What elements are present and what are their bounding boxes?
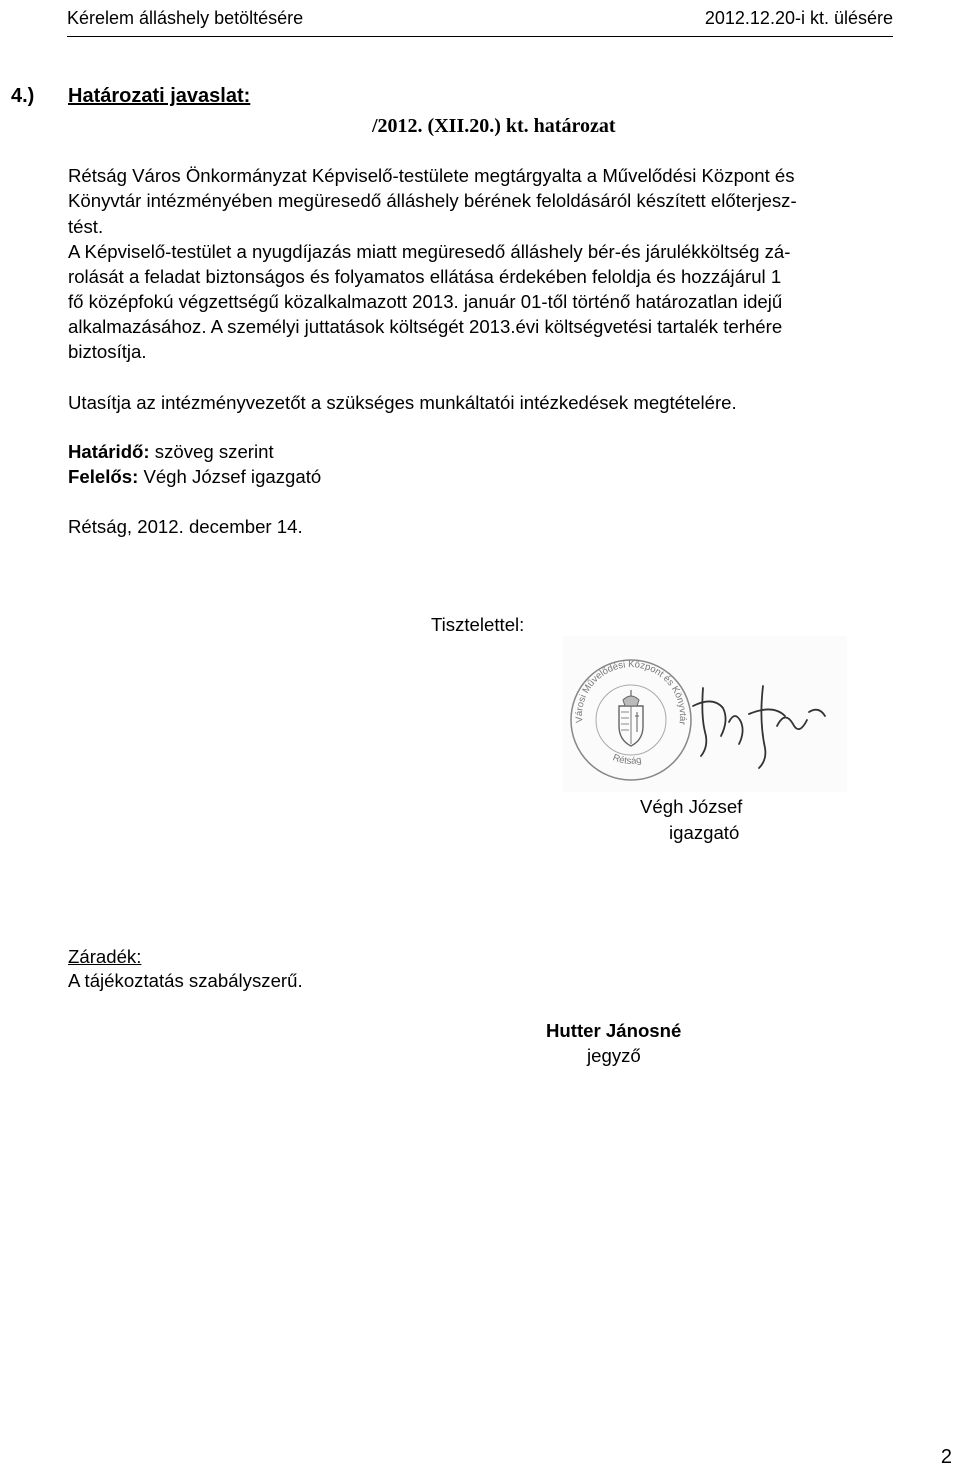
clause-text: A tájékoztatás szabályszerű. [68, 970, 303, 991]
stamp-text-bottom: Rétság [611, 752, 643, 767]
closing-text: Tisztelettel: [431, 614, 525, 635]
instruction-text: Utasítja az intézményvezetőt a szükséges munkáltatói intézkedések megtételére. [68, 392, 737, 413]
signer-name: Végh József [640, 796, 743, 817]
deadline-row [68, 441, 274, 463]
section-title: Határozati javaslat: [68, 85, 251, 107]
header-right: 2012.12.20-i kt. ülésére [704, 8, 893, 28]
stamp-and-signature [563, 636, 847, 792]
signer-title: igazgató [669, 822, 740, 843]
page-number: 2 [940, 1446, 952, 1468]
section-number: 4.) [11, 85, 35, 107]
paragraph2-line: A Képviselő-testület a nyugdíjazás miatt megüresedő álláshely bér-és járulékköltség zá- [68, 241, 791, 262]
paragraph2-line: biztosítja. [68, 341, 147, 362]
stamp-signature-svg [563, 636, 847, 792]
responsible-label: Felelős: [68, 466, 139, 487]
notary-name: Hutter Jánosné [546, 1020, 682, 1041]
paragraph1-line: tést. [68, 216, 104, 237]
stamp-text-top: Városi Művelődési Központ és Könyvtár [573, 659, 689, 726]
resolution-number: /2012. (XII.20.) kt. határozat [372, 115, 616, 137]
place-date: Rétság, 2012. december 14. [68, 516, 303, 537]
paragraph1-line: Könyvtár intézményében megüresedő álláshely bérének feloldásáról készített előterjesz- [68, 190, 797, 211]
responsible-value: Végh József igazgató [143, 466, 322, 487]
clause-label: Záradék: [68, 946, 142, 967]
responsible-row [68, 466, 321, 488]
paragraph2-line: fő középfokú végzettségű közalkalmazott 2013. január 01-től történő határozatlan idejű [68, 291, 783, 312]
paragraph2-line: rolását a feladat biztonságos és folyamatos ellátása érdekében feloldja és hozzájárul 1 [68, 266, 782, 287]
deadline-label: Határidő: [68, 441, 150, 462]
paragraph1-line: Rétság Város Önkormányzat Képviselő-testülete megtárgyalta a Művelődési Központ és [68, 165, 795, 186]
header-divider [67, 36, 893, 37]
paragraph2-line: alkalmazásához. A személyi juttatások költségét 2013.évi költségvetési tartalék terhére [68, 316, 783, 337]
deadline-value: szöveg szerint [154, 441, 274, 462]
header-left: Kérelem álláshely betöltésére [67, 8, 304, 28]
notary-title: jegyző [587, 1045, 641, 1066]
